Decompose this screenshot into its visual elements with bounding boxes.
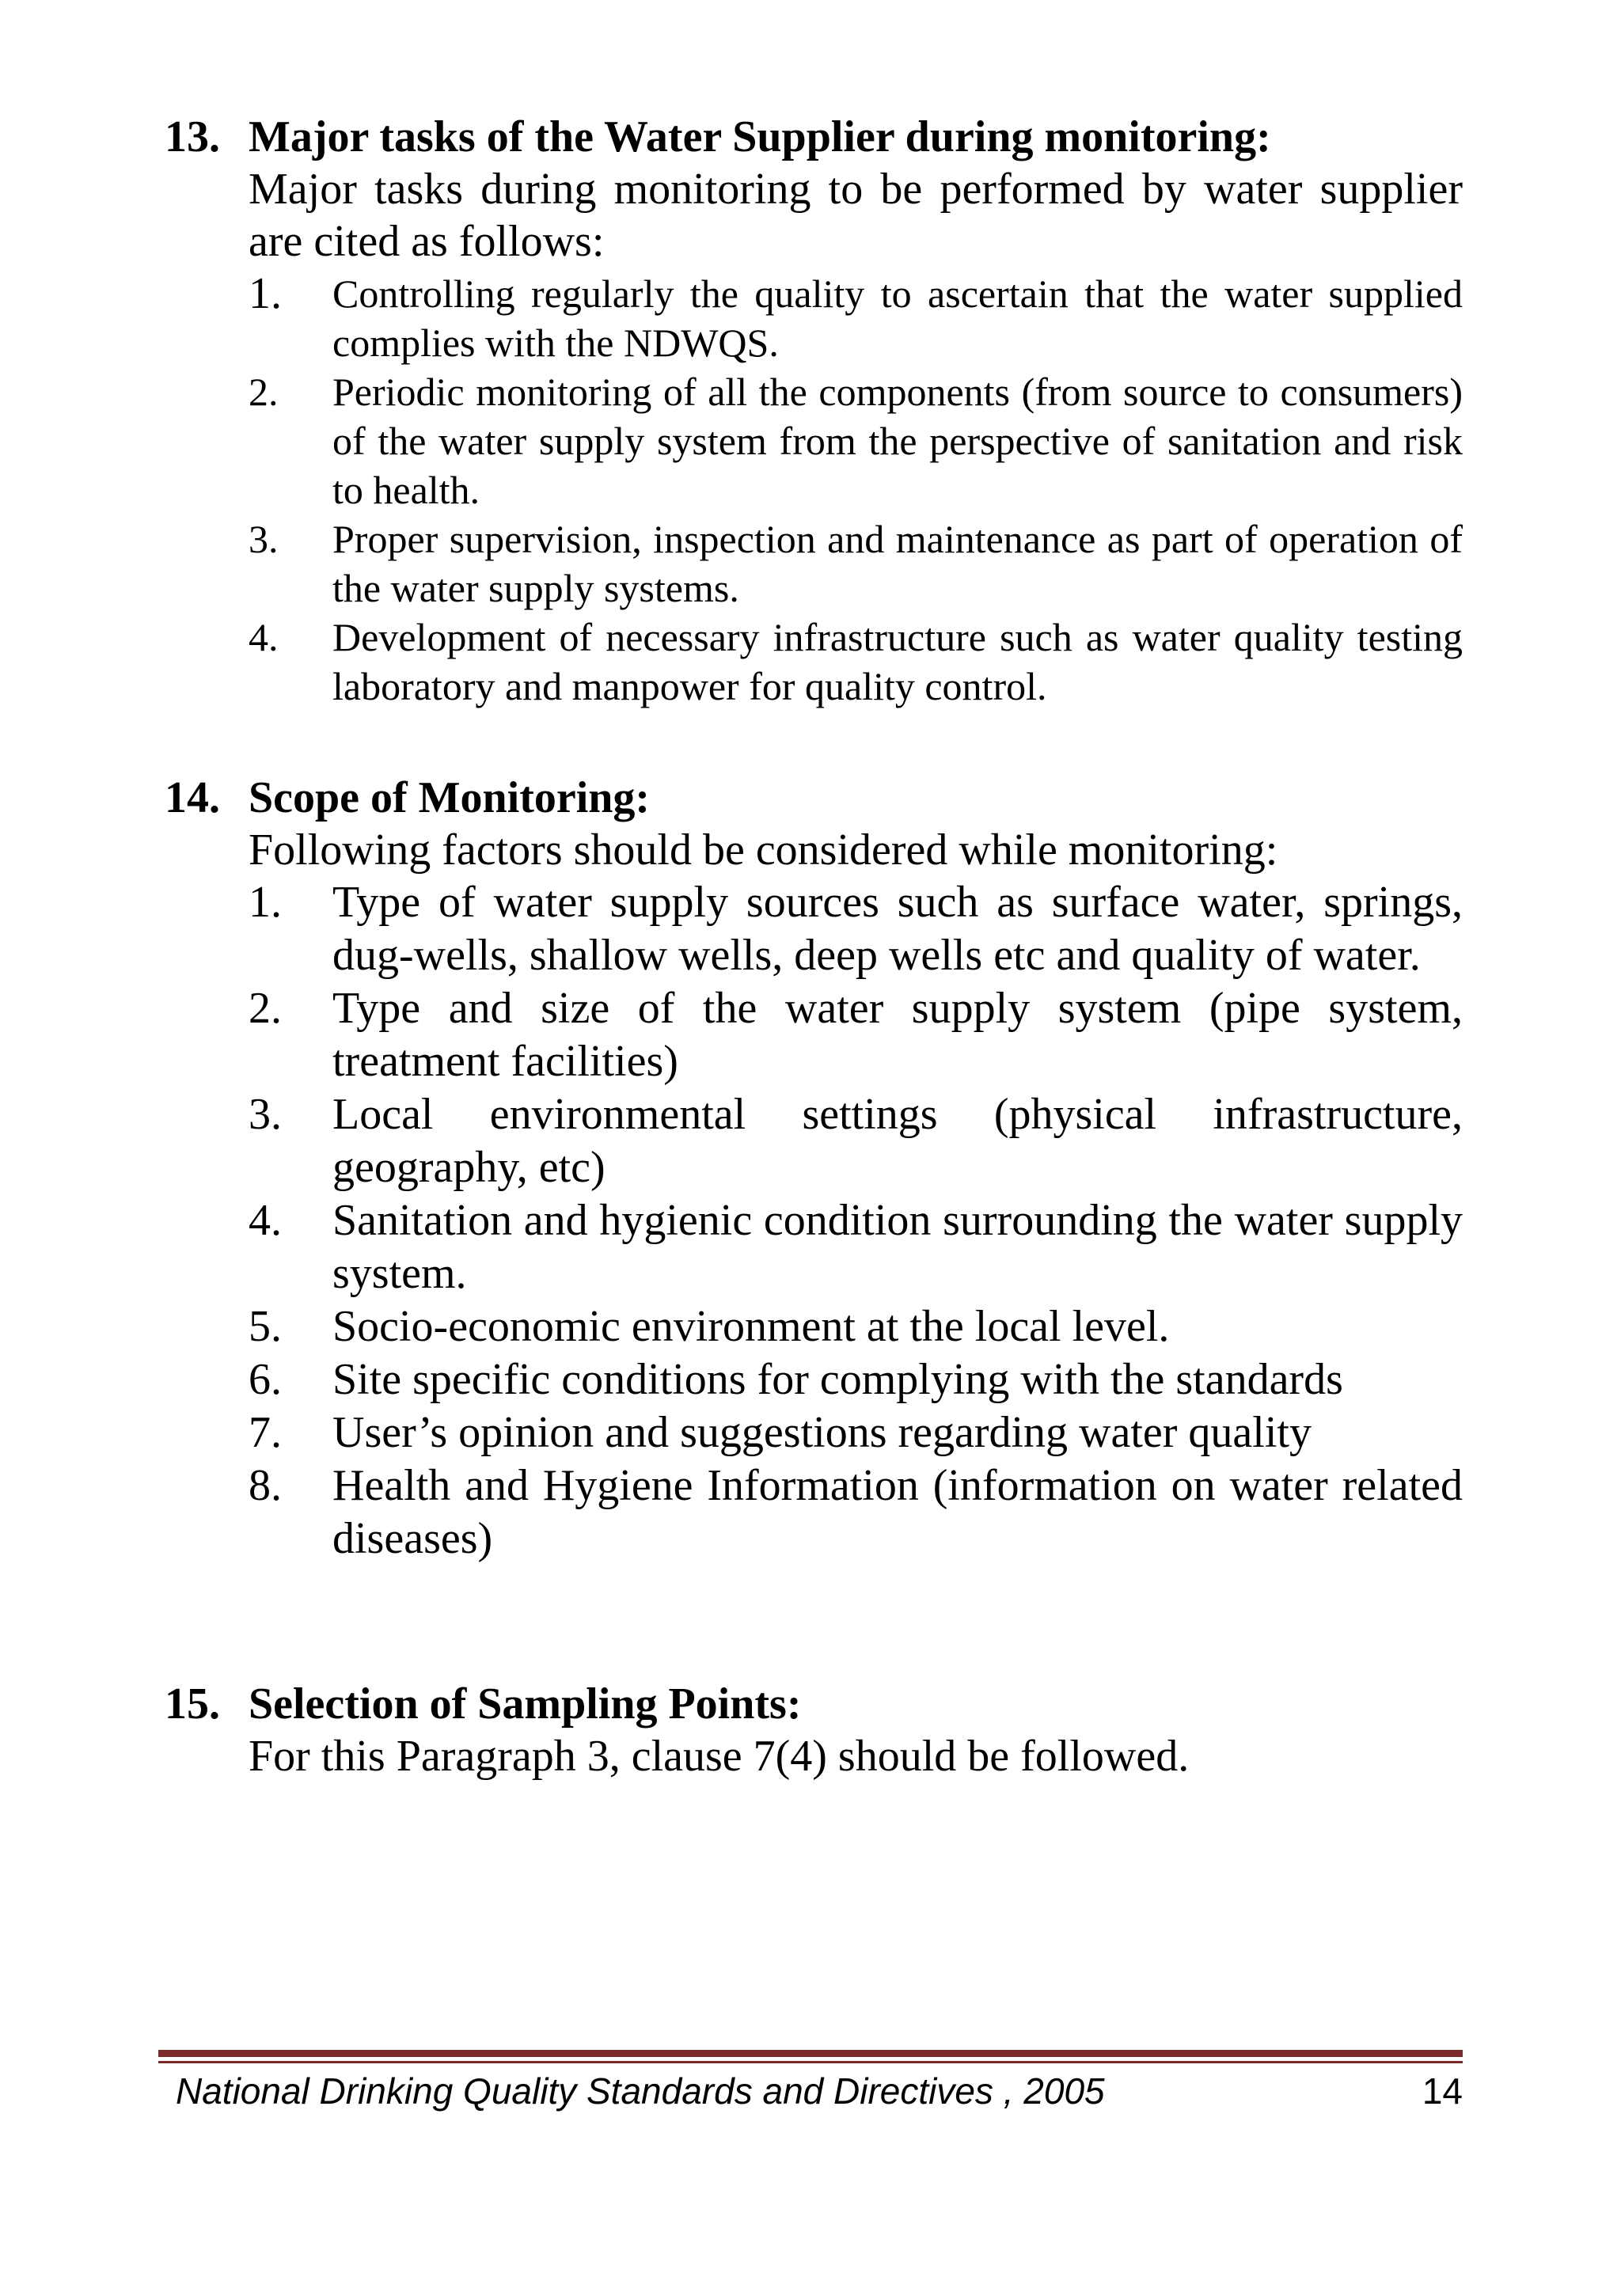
list-item-text: Type and size of the water supply system (pipe system, treatment facilities) bbox=[332, 984, 1463, 1086]
list-item-number: 3. bbox=[249, 517, 279, 561]
list-item-text: Site specific conditions for complying with the standards bbox=[332, 1355, 1343, 1404]
list-item-text: Type of water supply sources such as surface water, springs, dug-wells, shallow wells, deep wells etc and quality of water. bbox=[332, 878, 1463, 980]
footer-divider-thick bbox=[158, 2050, 1463, 2057]
list-item-number: 2. bbox=[249, 370, 279, 414]
list-item bbox=[249, 1353, 1463, 1406]
footer-title: National Drinking Quality Standards and Directives , 2005 bbox=[176, 2070, 1105, 2112]
section-title: Selection of Sampling Points: bbox=[249, 1679, 802, 1729]
page-footer bbox=[176, 2067, 1463, 2115]
list-item-text: Health and Hygiene Information (information on water related diseases) bbox=[332, 1461, 1463, 1563]
list-item bbox=[249, 1459, 1463, 1565]
factor-list bbox=[249, 876, 1463, 1565]
list-item bbox=[249, 514, 1463, 613]
list-item-text: Controlling regularly the quality to ascertain that the water supplied complies with the NDWQS. bbox=[332, 271, 1463, 365]
section-15 bbox=[165, 1678, 1463, 1782]
section-heading bbox=[165, 111, 1463, 163]
section-number: 13. bbox=[165, 112, 220, 161]
list-item-number: 2. bbox=[249, 984, 282, 1033]
section-title: Scope of Monitoring: bbox=[249, 773, 651, 822]
list-item bbox=[249, 367, 1463, 514]
section-heading bbox=[165, 1678, 1463, 1730]
section-intro: For this Paragraph 3, clause 7(4) should be followed. bbox=[249, 1732, 1190, 1781]
footer-divider-thin bbox=[158, 2061, 1463, 2063]
list-item-text: Local environmental settings (physical infrastructure, geography, etc) bbox=[332, 1090, 1463, 1192]
list-item bbox=[249, 876, 1463, 982]
list-item-number: 5. bbox=[249, 1302, 282, 1351]
list-item-number: 1. bbox=[249, 878, 282, 927]
section-title: Major tasks of the Water Supplier during monitoring: bbox=[249, 112, 1271, 161]
list-item-number: 4. bbox=[249, 615, 279, 659]
list-item-text: Development of necessary infrastructure such as water quality testing laboratory and manpower for quality control. bbox=[332, 615, 1463, 708]
list-item-text: Proper supervision, inspection and maintenance as part of operation of the water supply systems. bbox=[332, 517, 1463, 610]
section-13 bbox=[165, 111, 1463, 711]
section-heading bbox=[165, 772, 1463, 824]
list-item-number: 6. bbox=[249, 1355, 282, 1404]
list-item-number: 8. bbox=[249, 1461, 282, 1510]
section-intro: Major tasks during monitoring to be performed by water supplier are cited as follows: bbox=[249, 165, 1463, 266]
list-item-text: Socio-economic environment at the local level. bbox=[332, 1302, 1170, 1351]
list-item-number: 3. bbox=[249, 1090, 282, 1139]
section-number: 15. bbox=[165, 1679, 220, 1729]
list-item-number: 4. bbox=[249, 1196, 282, 1245]
list-item-text: Sanitation and hygienic condition surrounding the water supply system. bbox=[332, 1196, 1463, 1298]
list-item-text: User’s opinion and suggestions regarding water quality bbox=[332, 1408, 1312, 1457]
page-number: 14 bbox=[1422, 2070, 1463, 2112]
list-item bbox=[249, 1088, 1463, 1194]
list-item bbox=[249, 1406, 1463, 1459]
list-item-number: 1. bbox=[249, 269, 282, 318]
list-item bbox=[249, 1300, 1463, 1353]
section-14 bbox=[165, 772, 1463, 1565]
list-item bbox=[249, 1194, 1463, 1300]
list-item bbox=[249, 982, 1463, 1088]
section-number: 14. bbox=[165, 773, 220, 822]
list-item-text: Periodic monitoring of all the components (from source to consumers) of the water supply system from the perspective of sanitation and risk to health. bbox=[332, 370, 1463, 512]
task-list bbox=[249, 269, 1463, 711]
section-intro: Following factors should be considered while monitoring: bbox=[249, 825, 1278, 875]
list-item-number: 7. bbox=[249, 1408, 282, 1457]
list-item bbox=[249, 269, 1463, 367]
list-item bbox=[249, 613, 1463, 711]
